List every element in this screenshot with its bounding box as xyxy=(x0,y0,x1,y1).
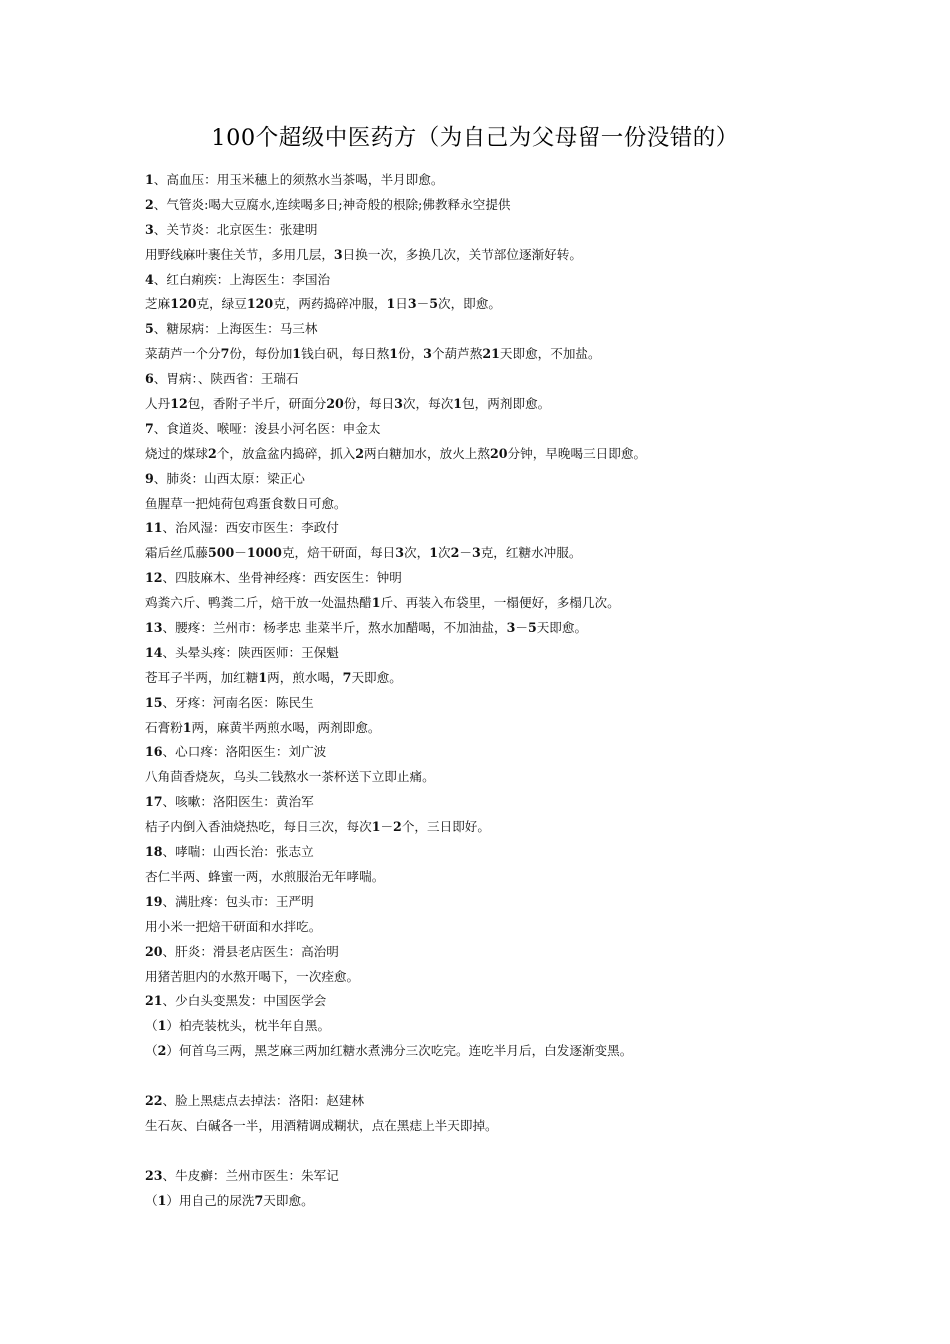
remedy-heading: 9、肺炎：山西太原：梁正心 xyxy=(145,470,305,486)
remedy-heading: 5、糖尿病：上海医生：马三林 xyxy=(145,321,318,337)
remedy-heading: 23、牛皮癣：兰州市医生：朱军记 xyxy=(145,1167,339,1183)
remedy-heading: 3、关节炎：北京医生：张建明 xyxy=(145,221,318,237)
remedy-heading: 1、高血压：用玉米穗上的须熬水当茶喝，半月即愈。 xyxy=(145,172,444,187)
remedy-list xyxy=(145,168,865,1213)
remedy-text: 菜葫芦一个分7份，每份加1钱白矾，每日熬1份，3个葫芦熬21天即愈，不加盐。 xyxy=(145,346,601,362)
remedy-heading: 11、治风湿：西安市医生：李政付 xyxy=(145,520,339,536)
page-title: 100个超级中医药方（为自己为父母留一份没错的） xyxy=(211,125,739,151)
remedy-text: 鱼腥草一把炖荷包鸡蛋食数日可愈。 xyxy=(145,495,347,511)
remedy-heading: 13、腰疼：兰州市：杨孝忠 韭菜半斤，熬水加醋喝，不加油盐，3－5天即愈。 xyxy=(145,620,588,636)
remedy-text: 烧过的煤球2个，放盒盆内捣碎，抓入2两白糖加水，放火上熬20分钟，早晚喝三日即愈。 xyxy=(145,445,647,461)
remedy-heading: 22、脸上黑痣点去掉法：洛阳：赵建林 xyxy=(145,1092,365,1108)
remedy-text: 霜后丝瓜藤500－1000克，焙干研面，每日3次，1次2－3克，红糖水冲服。 xyxy=(145,545,582,561)
remedy-text: 生石灰、白碱各一半，用酒精调成糊状，点在黑痣上半天即掉。 xyxy=(145,1117,498,1133)
remedy-heading: 6、胃病：、陕西省：王瑞石 xyxy=(145,371,299,387)
remedy-text: 八角茴香烧灰，乌头二钱熬水一茶杯送下立即止痛。 xyxy=(145,769,435,785)
blank-line xyxy=(145,1064,865,1089)
remedy-heading: 16、心口疼：洛阳医生：刘广波 xyxy=(145,744,327,760)
remedy-text: 芝麻120克，绿豆120克，两药捣碎冲服，1日3－5次，即愈。 xyxy=(145,296,501,312)
blank-line xyxy=(145,1139,865,1164)
remedy-text: （1）用自己的尿洗7天即愈。 xyxy=(145,1192,314,1208)
remedy-text: （1）柏壳装枕头，枕半年自黑。 xyxy=(145,1018,331,1034)
remedy-heading: 7、食道炎、喉哑：浚县小河名医：申金太 xyxy=(145,420,381,436)
remedy-text: 用野线麻叶裹住关节，多用几层，3日换一次，多换几次，关节部位逐渐好转。 xyxy=(145,246,582,262)
remedy-heading: 4、红白痢疾：上海医生：李国治 xyxy=(145,271,331,287)
remedy-heading: 17、咳嗽：洛阳医生：黄治军 xyxy=(145,794,314,810)
remedy-text: 石膏粉1两，麻黄半两煎水喝，两剂即愈。 xyxy=(145,719,381,735)
remedy-text: 杏仁半两、蜂蜜一两，水煎服治无年哮喘。 xyxy=(145,868,385,884)
remedy-heading: 20、肝炎：滑县老店医生：高治明 xyxy=(145,943,339,959)
remedy-text: 用猪苦胆内的水熬开喝下，一次痊愈。 xyxy=(145,968,360,984)
remedy-heading: 19、满肚疼：包头市：王严明 xyxy=(145,893,314,909)
remedy-heading: 2、气管炎:喝大豆腐水,连续喝多日;神奇般的根除;佛教释永空提供 xyxy=(145,196,511,212)
remedy-text: 桔子内倒入香油烧热吃，每日三次，每次1－2个，三日即好。 xyxy=(145,819,490,835)
remedy-text: 人丹12包，香附子半斤，研面分20份，每日3次，每次1包，两剂即愈。 xyxy=(145,396,551,412)
remedy-heading: 18、哮喘：山西长治：张志立 xyxy=(145,844,314,860)
remedy-text: 用小米一把焙干研面和水拌吃。 xyxy=(145,918,322,934)
remedy-heading: 12、四肢麻木、坐骨神经疼：西安医生：钟明 xyxy=(145,570,402,586)
remedy-heading: 21、少白头变黑发：中国医学会 xyxy=(145,993,327,1009)
remedy-text: 苍耳子半两，加红糖1两，煎水喝，7天即愈。 xyxy=(145,669,402,685)
remedy-text: 鸡粪六斤、鸭粪二斤，焙干放一处温热醋1斤、再装入布袋里，一榻便好，多榻几次。 xyxy=(145,595,620,611)
remedy-heading: 14、头晕头疼：陕西医师：王保魁 xyxy=(145,644,339,660)
remedy-text: （2）何首乌三两，黑芝麻三两加红糖水煮沸分三次吃完。连吃半月后，白发逐渐变黑。 xyxy=(145,1043,633,1059)
remedy-heading: 15、牙疼：河南名医：陈民生 xyxy=(145,694,314,710)
